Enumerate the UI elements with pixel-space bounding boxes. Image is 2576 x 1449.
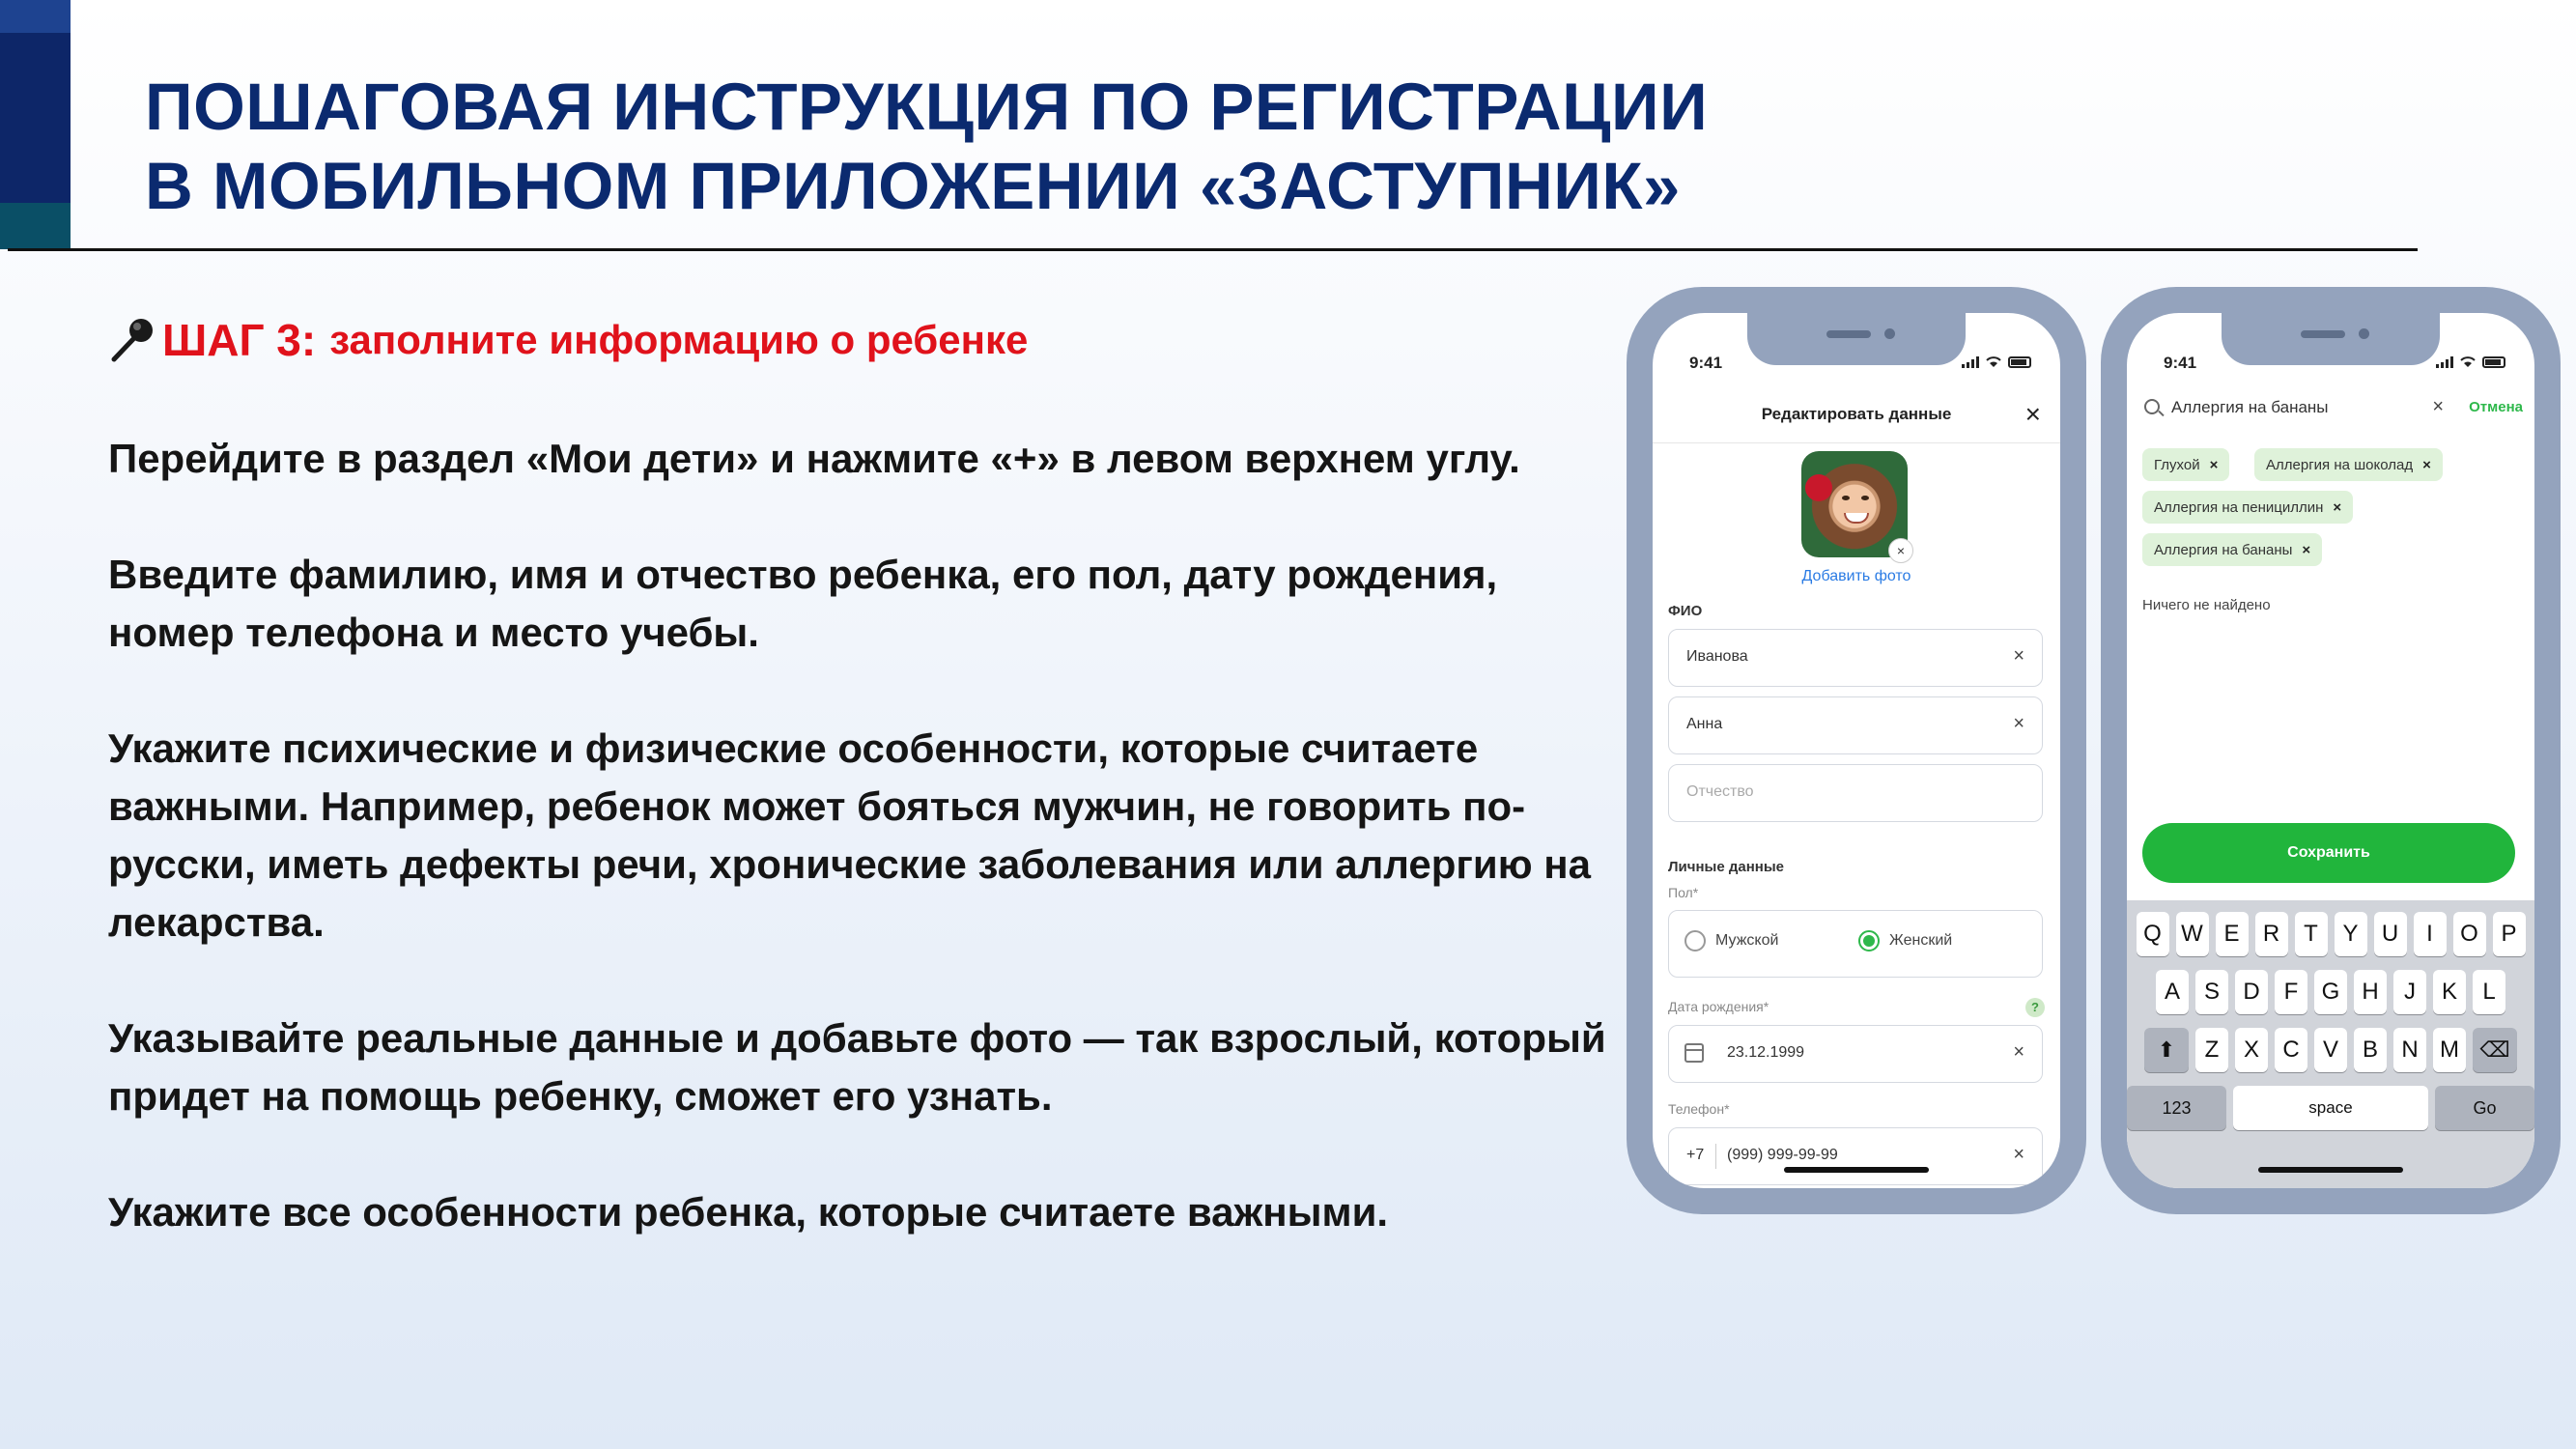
not-found-text: Ничего не найдено xyxy=(2142,597,2271,613)
key[interactable]: W xyxy=(2176,912,2209,956)
search-input[interactable] xyxy=(2142,387,2449,430)
key[interactable]: G xyxy=(2314,970,2347,1014)
gender-selector[interactable] xyxy=(1668,910,2043,978)
clear-icon[interactable]: × xyxy=(2432,396,2444,417)
remove-tag-icon[interactable]: × xyxy=(2302,541,2311,558)
last-name-field[interactable] xyxy=(1668,629,2043,687)
title-line-2: В МОБИЛЬНОМ ПРИЛОЖЕНИИ «ЗАСТУПНИК» xyxy=(145,149,1681,223)
phone-mockup-edit-data xyxy=(1627,287,2086,1214)
key[interactable]: X xyxy=(2235,1028,2268,1072)
gender-male-label: Мужской xyxy=(1715,932,1779,949)
key[interactable]: T xyxy=(2295,912,2328,956)
radio-icon xyxy=(1684,930,1706,952)
birth-date-label: Дата рождения* xyxy=(1668,999,1769,1014)
battery-icon xyxy=(2008,356,2031,368)
key[interactable]: D xyxy=(2235,970,2268,1014)
phone-field[interactable] xyxy=(1668,1127,2043,1185)
paragraph-5: Укажите все особенности ребенка, которые считаете важными. xyxy=(108,1189,1389,1235)
key[interactable]: M xyxy=(2433,1028,2466,1072)
calendar-icon xyxy=(1684,1043,1704,1063)
edit-header-title: Редактировать данные xyxy=(1761,405,1952,423)
key[interactable]: V xyxy=(2314,1028,2347,1072)
key[interactable]: J xyxy=(2393,970,2426,1014)
help-icon[interactable]: ? xyxy=(2025,998,2045,1017)
home-indicator xyxy=(1784,1167,1929,1173)
key[interactable]: S xyxy=(2195,970,2228,1014)
clear-icon[interactable]: × xyxy=(2013,1041,2024,1063)
phone-prefix: +7 xyxy=(1686,1147,1705,1163)
go-key[interactable]: Go xyxy=(2435,1086,2534,1130)
key[interactable]: H xyxy=(2354,970,2387,1014)
add-photo-link[interactable]: Добавить фото xyxy=(1801,568,1911,584)
status-time: 9:41 xyxy=(2164,354,2197,372)
backspace-key-icon[interactable]: ⌫ xyxy=(2473,1028,2517,1072)
magnifier-icon xyxy=(108,315,158,365)
tag-chip-label: Аллергия на пенициллин xyxy=(2154,498,2324,516)
save-button[interactable]: Сохранить xyxy=(2142,823,2515,883)
wifi-icon xyxy=(1985,355,2002,368)
last-name-value: Иванова xyxy=(1686,648,1748,665)
key[interactable]: U xyxy=(2374,912,2407,956)
birth-date-field[interactable] xyxy=(1668,1025,2043,1083)
remove-tag-icon[interactable]: × xyxy=(2422,456,2431,473)
status-icons xyxy=(2436,355,2505,368)
tag-chip[interactable] xyxy=(2142,533,2322,566)
slide-title xyxy=(145,68,1708,226)
phone-label: Телефон* xyxy=(1668,1101,1730,1117)
fio-label: ФИО xyxy=(1668,603,1703,619)
key[interactable]: B xyxy=(2354,1028,2387,1072)
tag-chip-label: Аллергия на шоколад xyxy=(2266,456,2414,473)
keyboard-row-2 xyxy=(2127,970,2534,1014)
tag-chip[interactable] xyxy=(2254,448,2443,481)
key[interactable]: R xyxy=(2255,912,2288,956)
signal-icon xyxy=(2436,356,2453,368)
key[interactable]: P xyxy=(2493,912,2526,956)
signal-icon xyxy=(1962,356,1979,368)
keyboard-row-3 xyxy=(2127,1028,2534,1072)
virtual-keyboard xyxy=(2127,900,2534,1188)
step-description: заполните информацию о ребенке xyxy=(329,317,1029,362)
patronymic-field[interactable] xyxy=(1668,764,2043,822)
title-divider xyxy=(8,248,2418,251)
phone-notch xyxy=(2222,313,2440,365)
key[interactable]: E xyxy=(2216,912,2249,956)
step-heading xyxy=(108,314,1028,366)
key[interactable]: N xyxy=(2393,1028,2426,1072)
personal-data-label: Личные данные xyxy=(1668,859,1784,875)
phone-value: (999) 999-99-99 xyxy=(1727,1147,1838,1163)
tag-chip-label: Глухой xyxy=(2154,456,2200,473)
key[interactable]: C xyxy=(2275,1028,2307,1072)
remove-photo-icon[interactable]: × xyxy=(1888,538,1913,563)
search-query: Аллергия на бананы xyxy=(2171,398,2329,416)
paragraph-3: Укажите психические и физические особенности, которые считаете важными. Например, ребенок может бояться мужчин, не говорить по-русски, иметь дефекты речи, хронические заболевания или аллергию на лекарства. xyxy=(108,725,1591,945)
search-icon xyxy=(2144,399,2160,414)
home-indicator xyxy=(2258,1167,2403,1173)
first-name-field[interactable] xyxy=(1668,696,2043,754)
tag-chip[interactable] xyxy=(2142,448,2229,481)
paragraph-1: Перейдите в раздел «Мои дети» и нажмите «+» в левом верхнем углу. xyxy=(108,436,1520,481)
key[interactable]: I xyxy=(2414,912,2447,956)
gender-female-option[interactable] xyxy=(1858,930,1952,952)
key[interactable]: F xyxy=(2275,970,2307,1014)
paragraph-4: Указывайте реальные данные и добавьте фото — так взрослый, который придет на помощь ребенку, сможет его узнать. xyxy=(108,1015,1606,1119)
keyboard-row-4 xyxy=(2127,1086,2534,1130)
wifi-icon xyxy=(2459,355,2477,368)
first-name-value: Анна xyxy=(1686,716,1723,732)
key[interactable]: A xyxy=(2156,970,2189,1014)
edit-header xyxy=(1653,395,2060,443)
numbers-key[interactable]: 123 xyxy=(2127,1086,2226,1130)
phone-screen xyxy=(2127,313,2534,1188)
battery-icon xyxy=(2482,356,2505,368)
phone-notch xyxy=(1747,313,1966,365)
key[interactable]: K xyxy=(2433,970,2466,1014)
key[interactable]: L xyxy=(2473,970,2505,1014)
clear-icon[interactable]: × xyxy=(2013,645,2024,667)
birth-date-value: 23.12.1999 xyxy=(1727,1044,1805,1061)
key[interactable]: O xyxy=(2453,912,2486,956)
clear-icon[interactable]: × xyxy=(2013,713,2024,734)
close-icon[interactable]: × xyxy=(2024,399,2041,429)
status-time: 9:41 xyxy=(1689,354,1723,372)
tag-chip[interactable] xyxy=(2142,491,2353,524)
remove-tag-icon[interactable]: × xyxy=(2209,456,2219,473)
gender-female-label: Женский xyxy=(1889,932,1953,949)
radio-checked-icon xyxy=(1858,930,1880,952)
paragraph-2: Введите фамилию, имя и отчество ребенка, его пол, дату рождения, номер телефона и место учебы. xyxy=(108,552,1498,655)
key[interactable]: Y xyxy=(2335,912,2367,956)
shift-key-icon[interactable]: ⬆ xyxy=(2144,1028,2189,1072)
keyboard-row-1 xyxy=(2127,912,2534,956)
remove-tag-icon[interactable]: × xyxy=(2333,498,2342,516)
title-line-1: ПОШАГОВАЯ ИНСТРУКЦИЯ ПО РЕГИСТРАЦИИ xyxy=(145,70,1709,144)
child-photo[interactable] xyxy=(1801,451,1908,557)
clear-icon[interactable]: × xyxy=(2013,1144,2024,1165)
phone-mockup-allergies xyxy=(2101,287,2561,1214)
corner-accent-bar xyxy=(0,0,71,249)
key[interactable]: Z xyxy=(2195,1028,2228,1072)
key[interactable]: Q xyxy=(2137,912,2169,956)
phone-screen xyxy=(1653,313,2060,1188)
tag-chip-label: Аллергия на бананы xyxy=(2154,541,2293,558)
field-separator xyxy=(1715,1144,1716,1169)
gender-male-option[interactable] xyxy=(1684,930,1778,952)
cancel-button[interactable]: Отмена xyxy=(2469,399,2523,415)
patronymic-placeholder: Отчество xyxy=(1686,783,1754,800)
space-key[interactable]: space xyxy=(2233,1086,2428,1130)
status-icons xyxy=(1962,355,2031,368)
gender-label: Пол* xyxy=(1668,885,1699,900)
step-label: ШАГ 3: xyxy=(162,315,317,365)
